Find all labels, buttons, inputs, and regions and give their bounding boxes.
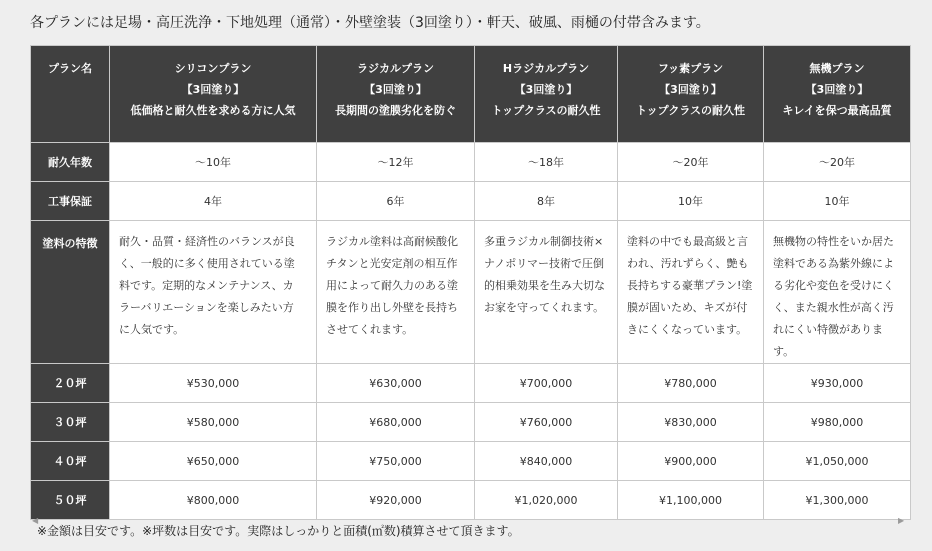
price-cell: ¥1,020,000 (475, 481, 618, 520)
feature-line: きにくくなっています。 (627, 323, 748, 336)
table-cell: 〜10年 (110, 143, 317, 182)
plan-header-radical (317, 46, 475, 143)
plan-tagline: キレイを保つ最高品質 (782, 104, 892, 117)
plan-tagline: 長期間の塗膜劣化を防ぐ (335, 104, 456, 117)
warranty-row (31, 182, 911, 221)
price-cell: ¥750,000 (317, 442, 475, 481)
row-label: 塗料の特徴 (31, 221, 110, 364)
price-row-20tsubo (31, 364, 911, 403)
feature-cell (317, 221, 475, 364)
price-cell: ¥630,000 (317, 364, 475, 403)
feature-line: 膜を作り出し外壁を長持ち (326, 301, 458, 314)
corner-header: プラン名 (31, 46, 110, 143)
footer-note: ※金額は目安です。※坪数は目安です。実際はしっかりと面積(㎡数)積算させて頂きます。 (37, 524, 520, 538)
row-label: ５０坪 (31, 481, 110, 520)
feature-line: 塗料である為紫外線によ (773, 257, 894, 270)
plan-comparison-table (30, 45, 911, 520)
plan-coats: 【3回塗り】 (364, 83, 427, 96)
table-cell: 4年 (110, 182, 317, 221)
price-row-30tsubo (31, 403, 911, 442)
table-cell: 10年 (618, 182, 764, 221)
feature-cell (764, 221, 911, 364)
plan-name: フッ素プラン (657, 62, 724, 75)
intro-text: 各プランには足場・高圧洗浄・下地処理（通常）・外壁塗装（3回塗り）・軒天、破風、雨樋の付帯含みます。 (30, 15, 710, 31)
feature-line: させてくれます。 (326, 323, 414, 336)
row-label: 工事保証 (31, 182, 110, 221)
table-cell: 8年 (475, 182, 618, 221)
price-cell: ¥930,000 (764, 364, 911, 403)
feature-line: る劣化や変色を受けにく (773, 279, 894, 292)
feature-line: 用によって耐久力のある塗 (326, 279, 458, 292)
price-row-40tsubo (31, 442, 911, 481)
feature-line: 耐久・品質・経済性のバランスが良 (119, 235, 295, 248)
feature-line: 無機物の特性をいか居た (773, 235, 894, 248)
feature-cell (110, 221, 317, 364)
feature-line: ラジカル塗料は高耐候酸化 (326, 235, 458, 248)
price-cell: ¥800,000 (110, 481, 317, 520)
feature-line: チタンと光安定剤の相互作 (326, 257, 458, 270)
feature-line: 膜が固いため、キズが付 (627, 301, 748, 314)
price-cell: ¥700,000 (475, 364, 618, 403)
table-cell: 6年 (317, 182, 475, 221)
price-cell: ¥900,000 (618, 442, 764, 481)
plan-header-inorganic (764, 46, 911, 143)
feature-line: われ、汚れずらく、艶も (627, 257, 749, 270)
feature-line: ラーバリエーションを楽しみたい方 (119, 301, 294, 314)
plan-name: シリコンプラン (174, 62, 252, 75)
plan-header-h-radical (475, 46, 618, 143)
price-row-50tsubo (31, 481, 911, 520)
feature-line: 長持ちする豪華プラン!塗 (627, 279, 753, 292)
feature-line: く、一般的に多く使用されている塗 (119, 257, 295, 270)
features-row (31, 221, 911, 364)
price-cell: ¥680,000 (317, 403, 475, 442)
price-cell: ¥980,000 (764, 403, 911, 442)
plan-coats: 【3回塗り】 (514, 83, 578, 96)
plan-header-row (31, 46, 911, 143)
feature-line: く、また親水性が高く汚 (773, 301, 894, 314)
feature-line: れにくい特徴がありま (773, 323, 883, 336)
plan-coats: 【3回塗り】 (659, 83, 722, 96)
scroll-left-icon[interactable]: ◀ (32, 516, 39, 525)
price-cell: ¥580,000 (110, 403, 317, 442)
table-cell: 10年 (764, 182, 911, 221)
row-label: 耐久年数 (31, 143, 110, 182)
feature-line: 塗料の中でも最高級と言 (627, 235, 748, 248)
plan-tagline: 低価格と耐久性を求める方に人気 (130, 104, 296, 117)
plan-coats: 【3回塗り】 (805, 83, 869, 96)
feature-line: 多重ラジカル制御技術× (484, 235, 604, 248)
price-cell: ¥780,000 (618, 364, 764, 403)
plan-name: ラジカルプラン (357, 62, 434, 75)
scroll-right-icon[interactable]: ▶ (898, 516, 905, 525)
feature-line: す。 (773, 345, 795, 358)
feature-line: 料です。定期的なメンテナンス、カ (119, 279, 294, 292)
price-cell: ¥1,050,000 (764, 442, 911, 481)
plan-header-silicon (110, 46, 317, 143)
price-cell: ¥830,000 (618, 403, 764, 442)
row-label: ２０坪 (31, 364, 110, 403)
price-cell: ¥920,000 (317, 481, 475, 520)
table-cell: 〜18年 (475, 143, 618, 182)
row-label: ３０坪 (31, 403, 110, 442)
price-cell: ¥760,000 (475, 403, 618, 442)
plan-tagline: トップクラスの耐久性 (491, 104, 601, 117)
table-cell: 〜12年 (317, 143, 475, 182)
plan-header-fluorine (618, 46, 764, 143)
plan-tagline: トップクラスの耐久性 (635, 104, 745, 117)
feature-line: お家を守ってくれます。 (484, 301, 605, 314)
table-cell: 〜20年 (764, 143, 911, 182)
feature-cell (475, 221, 618, 364)
plan-name: 無機プラン (809, 62, 865, 75)
feature-line: に人気です。 (119, 323, 185, 336)
table-cell: 〜20年 (618, 143, 764, 182)
price-cell: ¥840,000 (475, 442, 618, 481)
price-cell: ¥650,000 (110, 442, 317, 481)
price-cell: ¥1,100,000 (618, 481, 764, 520)
price-cell: ¥530,000 (110, 364, 317, 403)
plan-coats: 【3回塗り】 (181, 83, 245, 96)
row-label: ４０坪 (31, 442, 110, 481)
feature-cell (618, 221, 764, 364)
plan-name: Hラジカルプラン (502, 62, 590, 75)
price-cell: ¥1,300,000 (764, 481, 911, 520)
feature-line: ナノポリマー技術で圧倒 (484, 257, 605, 270)
durability-row (31, 143, 911, 182)
feature-line: 的相乗効果を生み大切な (484, 279, 605, 292)
